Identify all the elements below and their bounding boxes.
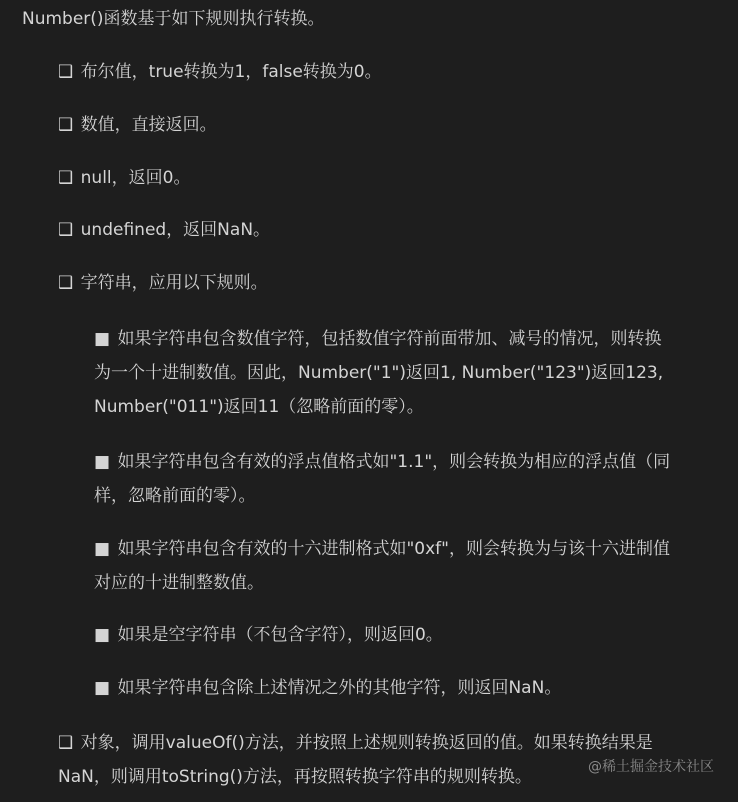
list-item-text: 字符串，应用以下规则。 <box>80 273 268 293</box>
list-item-number <box>58 110 680 140</box>
subitem-text: 如果字符串包含数值字符，包括数值字符前面带加、减号的情况，则转换为一个十进制数值。因此，Number("1")返回1, Number("123")返回123, Number("011")返回11（忽略前面的零）。 <box>94 329 664 417</box>
subitem-empty-string <box>94 620 672 650</box>
checkbox-bullet-icon: ❑ <box>58 273 74 293</box>
square-bullet-icon: ■ <box>94 625 111 645</box>
subitem-text: 如果字符串包含有效的十六进制格式如"0xf"，则会转换为与该十六进制值对应的十进制整数值。 <box>94 539 670 593</box>
subitem-numeric-string <box>94 322 672 424</box>
checkbox-bullet-icon: ❑ <box>58 220 74 240</box>
intro-paragraph: Number()函数基于如下规则执行转换。 <box>22 9 325 29</box>
square-bullet-icon: ■ <box>94 678 111 698</box>
list-item-boolean <box>58 57 680 87</box>
list-item-null <box>58 163 680 193</box>
square-bullet-icon: ■ <box>94 539 111 559</box>
checkbox-bullet-icon: ❑ <box>58 115 74 135</box>
list-item-object <box>58 726 668 794</box>
list-item-text: 布尔值，true转换为1，false转换为0。 <box>80 62 382 82</box>
list-item-text: 数值，直接返回。 <box>80 115 217 135</box>
checkbox-bullet-icon: ❑ <box>58 733 74 753</box>
square-bullet-icon: ■ <box>94 452 111 472</box>
subitem-hex-string <box>94 532 672 600</box>
checkbox-bullet-icon: ❑ <box>58 62 74 82</box>
subitem-text: 如果字符串包含有效的浮点值格式如"1.1"，则会转换为相应的浮点值（同样，忽略前面的零）。 <box>94 452 671 506</box>
checkbox-bullet-icon: ❑ <box>58 168 74 188</box>
square-bullet-icon: ■ <box>94 329 111 349</box>
list-item-text: 对象，调用valueOf()方法，并按照上述规则转换返回的值。如果转换结果是NaN，则调用toString()方法，再按照转换字符串的规则转换。 <box>58 733 653 787</box>
list-item-text: undefined，返回NaN。 <box>80 220 271 240</box>
subitem-text: 如果是空字符串（不包含字符），则返回0。 <box>117 625 443 645</box>
watermark: @稀土掘金技术社区 <box>588 759 714 775</box>
list-item-string <box>58 268 680 298</box>
list-item-undefined <box>58 215 680 245</box>
list-item-text: null，返回0。 <box>80 168 191 188</box>
subitem-float-string <box>94 445 672 513</box>
subitem-other-string <box>94 673 672 703</box>
subitem-text: 如果字符串包含除上述情况之外的其他字符，则返回NaN。 <box>117 678 562 698</box>
